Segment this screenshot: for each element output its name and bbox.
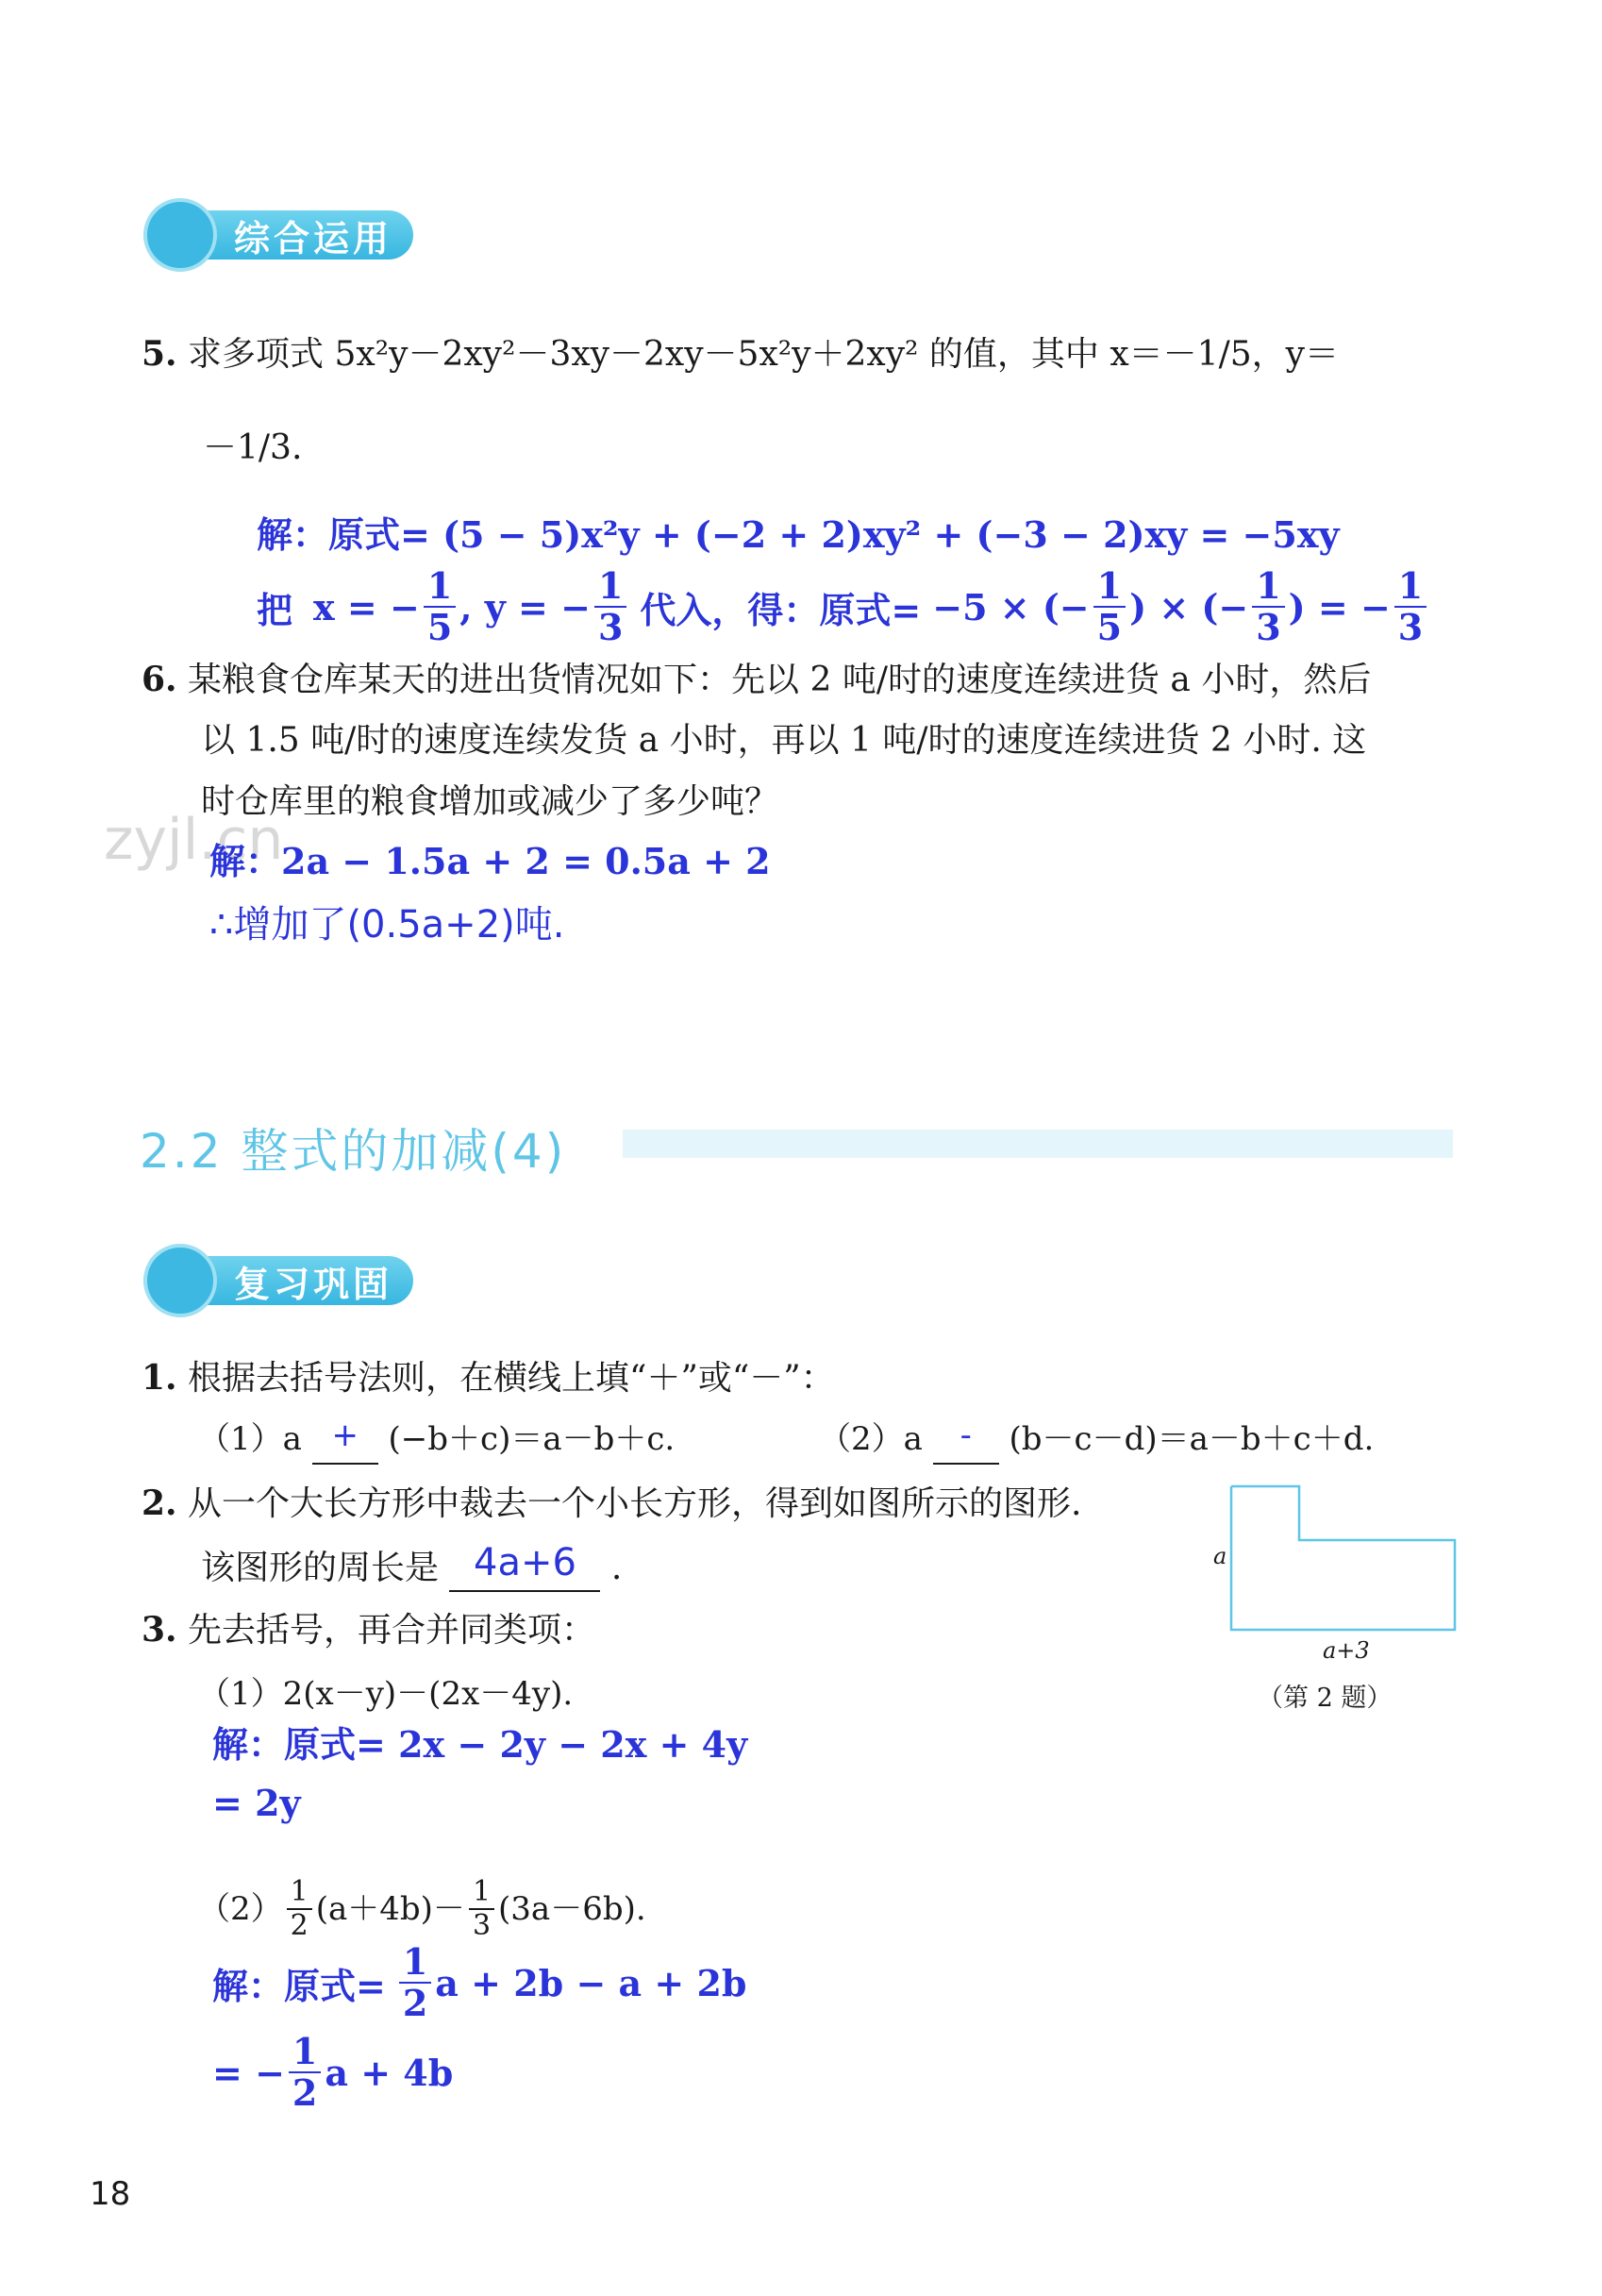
question-number: 1.	[142, 1358, 177, 1398]
q5-answer-line1: 解：原式= (5 − 5)x²y + (−2 + 2)xy² + (−3 − 2)xy = −5xy	[257, 513, 1340, 556]
fraction: $\frac{1}{3}$	[1252, 568, 1284, 645]
section-title-bar	[623, 1130, 1453, 1158]
part-prefix: （2）a	[819, 1420, 923, 1458]
badge-label: 复习巩固	[143, 1256, 413, 1305]
q5-answer-line2: 把 x = − $\frac{1}{5}$ , y = − $\frac{1}{3}$ 代入，得：原式= −5 × (− $\frac{1}{5}$ ) × (− $\frac{1}{3}$ ) = − $\frac{1}{3}$	[257, 568, 1430, 645]
question-6-line2: 以 1.5 吨/时的速度连续发货 a 小时，再以 1 吨/时的速度连续进货 2 小时. 这	[201, 721, 1367, 760]
part-expression: (3a－6b).	[498, 1890, 646, 1928]
question-number: 3.	[142, 1610, 177, 1650]
question-number: 6.	[142, 660, 177, 699]
answer-prefix: = −	[212, 2051, 285, 2094]
part-prefix: （2）	[198, 1890, 283, 1928]
question-text: 先去括号，再合并同类项：	[188, 1611, 596, 1650]
q5-sub-middle: 代入，得：原式=	[640, 588, 922, 631]
review-question-1	[142, 1354, 835, 1402]
question-text-line1: 从一个大长方形中裁去一个小长方形，得到如图所示的图形.	[188, 1484, 1082, 1523]
part-expression: (b－c－d)＝a－b＋c＋d.	[1009, 1420, 1375, 1458]
fraction: $\frac{1}{3}$	[594, 568, 626, 645]
fraction: $\frac{1}{3}$	[1394, 568, 1427, 645]
review-question-2-line2	[201, 1543, 622, 1592]
review-question-3-part1: （1）2(x－y)－(2x－4y).	[198, 1675, 574, 1713]
r3-part2-answer-line1	[212, 1940, 747, 2024]
question-text: 根据去括号法则，在横线上填“＋”或“－”：	[188, 1359, 835, 1398]
fraction: $\frac{1}{3}$	[469, 1878, 494, 1940]
review-question-1-part1	[198, 1416, 675, 1465]
review-question-3-part2	[198, 1875, 646, 1942]
fraction: $\frac{1}{5}$	[424, 568, 456, 645]
figure-label-a-plus-3: a+3	[1323, 1637, 1370, 1664]
review-question-1-part2	[819, 1416, 1374, 1465]
answer-expression: a + 2b − a + 2b	[435, 1961, 747, 2004]
page-number: 18	[90, 2175, 131, 2213]
part-expression: (−b＋c)＝a－b＋c.	[388, 1420, 676, 1458]
fraction: $\frac{1}{2}$	[289, 2034, 321, 2111]
r3-part1-answer-line1: 解：原式= 2x − 2y − 2x + 4y	[212, 1723, 748, 1766]
question-text-line1: 某粮食仓库某天的进出货情况如下：先以 2 吨/时的速度连续进货 a 小时，然后	[188, 661, 1372, 699]
section-title: 2.2 整式的加减(4)	[140, 1124, 567, 1179]
question-6	[142, 656, 1462, 704]
q6-answer-line1: 解：2a − 1.5a + 2 = 0.5a + 2	[209, 840, 771, 882]
fraction: $\frac{1}{2}$	[399, 1944, 431, 2021]
question-6-line3: 时仓库里的粮食增加或减少了多少吨？	[201, 782, 779, 821]
answer-prefix: 解：原式=	[212, 1964, 386, 2007]
figure-label-a: a	[1213, 1543, 1227, 1569]
r3-part1-answer-line2: = 2y	[212, 1782, 301, 1824]
question-text: 求多项式 5x²y－2xy²－3xy－2xy－5x²y＋2xy² 的值，其中 x＝－1/5，y＝	[188, 335, 1339, 374]
answer-expression: a + 4b	[325, 2051, 454, 2094]
review-question-3	[142, 1606, 595, 1654]
q6-answer-line2: ∴增加了(0.5a+2)吨.	[209, 903, 565, 947]
fraction: $\frac{1}{5}$	[1093, 568, 1126, 645]
part-expression: (a＋4b)－	[315, 1890, 465, 1928]
camera-icon	[143, 198, 217, 272]
period: .	[610, 1549, 623, 1587]
question-5-continued: －1/3.	[203, 428, 303, 467]
review-question-2	[142, 1480, 1082, 1528]
figure-caption: （第 2 题）	[1258, 1684, 1393, 1713]
badge-label: 综合运用	[143, 210, 413, 260]
camera-icon	[143, 1244, 217, 1317]
answer-blank[interactable]: 4a+6	[449, 1543, 600, 1592]
question-5	[142, 330, 1462, 378]
question-number: 5.	[142, 334, 177, 374]
fraction: $\frac{1}{2}$	[287, 1878, 312, 1940]
watermark: zyjl.cn	[104, 807, 284, 873]
section-badge-comprehensive	[143, 198, 413, 272]
question-text-line2: 该图形的周长是	[201, 1549, 440, 1587]
answer-blank[interactable]: +	[312, 1416, 378, 1465]
r3-part2-answer-line2	[212, 2030, 454, 2114]
section-badge-review	[143, 1244, 413, 1317]
q5-sub-prefix: 把	[257, 588, 293, 631]
question-number: 2.	[142, 1483, 177, 1523]
part-prefix: （1）a	[198, 1420, 302, 1458]
answer-blank[interactable]: -	[933, 1416, 999, 1465]
